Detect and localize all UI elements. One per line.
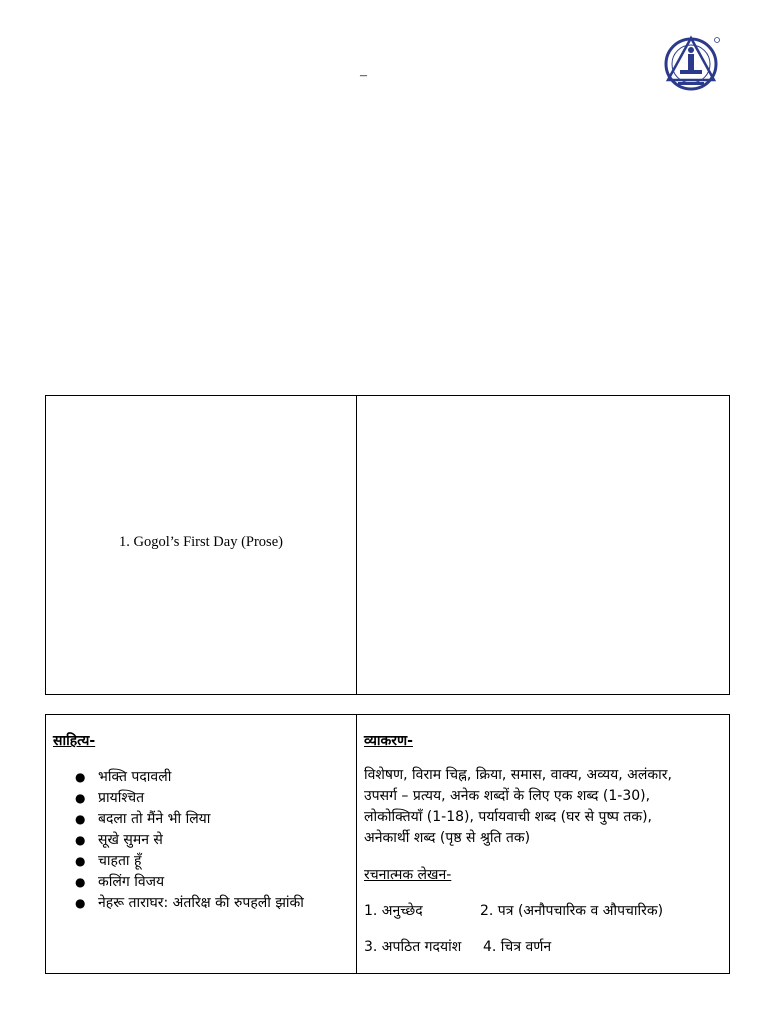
list-item: ● भक्ति पदावली (75, 769, 172, 785)
school-emblem-icon (662, 34, 720, 94)
grammar-topics (364, 765, 672, 849)
grammar-line: लोकोक्तियाँ (1-18), पर्यायवाची शब्द (घर से पुष्प तक), (364, 809, 652, 825)
creative-item-1: 1. अनुच्छेद (364, 903, 423, 919)
syllabus-table-english (45, 395, 730, 695)
list-item: ● प्रायश्चित (75, 790, 145, 806)
creative-item-4: 4. चित्र वर्णन (483, 939, 552, 955)
creative-item-2: 2. पत्र (अनौपचारिक व औपचारिक) (480, 903, 664, 919)
grammar-line: अनेकार्थी शब्द (पृष्ठ से श्रुति तक) (364, 830, 531, 846)
list-item: ● बदला तो मैंने भी लिया (75, 811, 211, 827)
literature-cell (46, 715, 356, 973)
list-item: ● कलिंग विजय (75, 874, 165, 890)
list-item: ● सूखे सुमन से (75, 832, 163, 848)
prose-item: 1. Gogol’s First Day (Prose) (119, 534, 283, 550)
grammar-cell (356, 715, 729, 973)
english-cell (46, 396, 356, 694)
grammar-heading: व्याकरण- (364, 733, 413, 749)
literature-list (75, 767, 304, 914)
empty-cell (356, 396, 729, 694)
list-item: ● नेहरू ताराघर: अंतरिक्ष की रुपहली झांकी (75, 895, 304, 911)
list-item: ● चाहता हूँ (75, 853, 142, 869)
literature-heading: साहित्य- (53, 733, 96, 749)
creative-item-3: 3. अपठित गदयांश (364, 939, 462, 955)
creative-writing-heading: रचनात्मक लेखन- (364, 867, 452, 883)
grammar-line: उपसर्ग – प्रत्यय, अनेक शब्दों के लिए एक शब्द (1-30), (364, 788, 651, 804)
syllabus-table-hindi (45, 714, 730, 974)
grammar-line: विशेषण, विराम चिह्न, क्रिया, समास, वाक्य, अव्यय, अलंकार, (364, 767, 672, 783)
header-dash: – (360, 68, 367, 83)
